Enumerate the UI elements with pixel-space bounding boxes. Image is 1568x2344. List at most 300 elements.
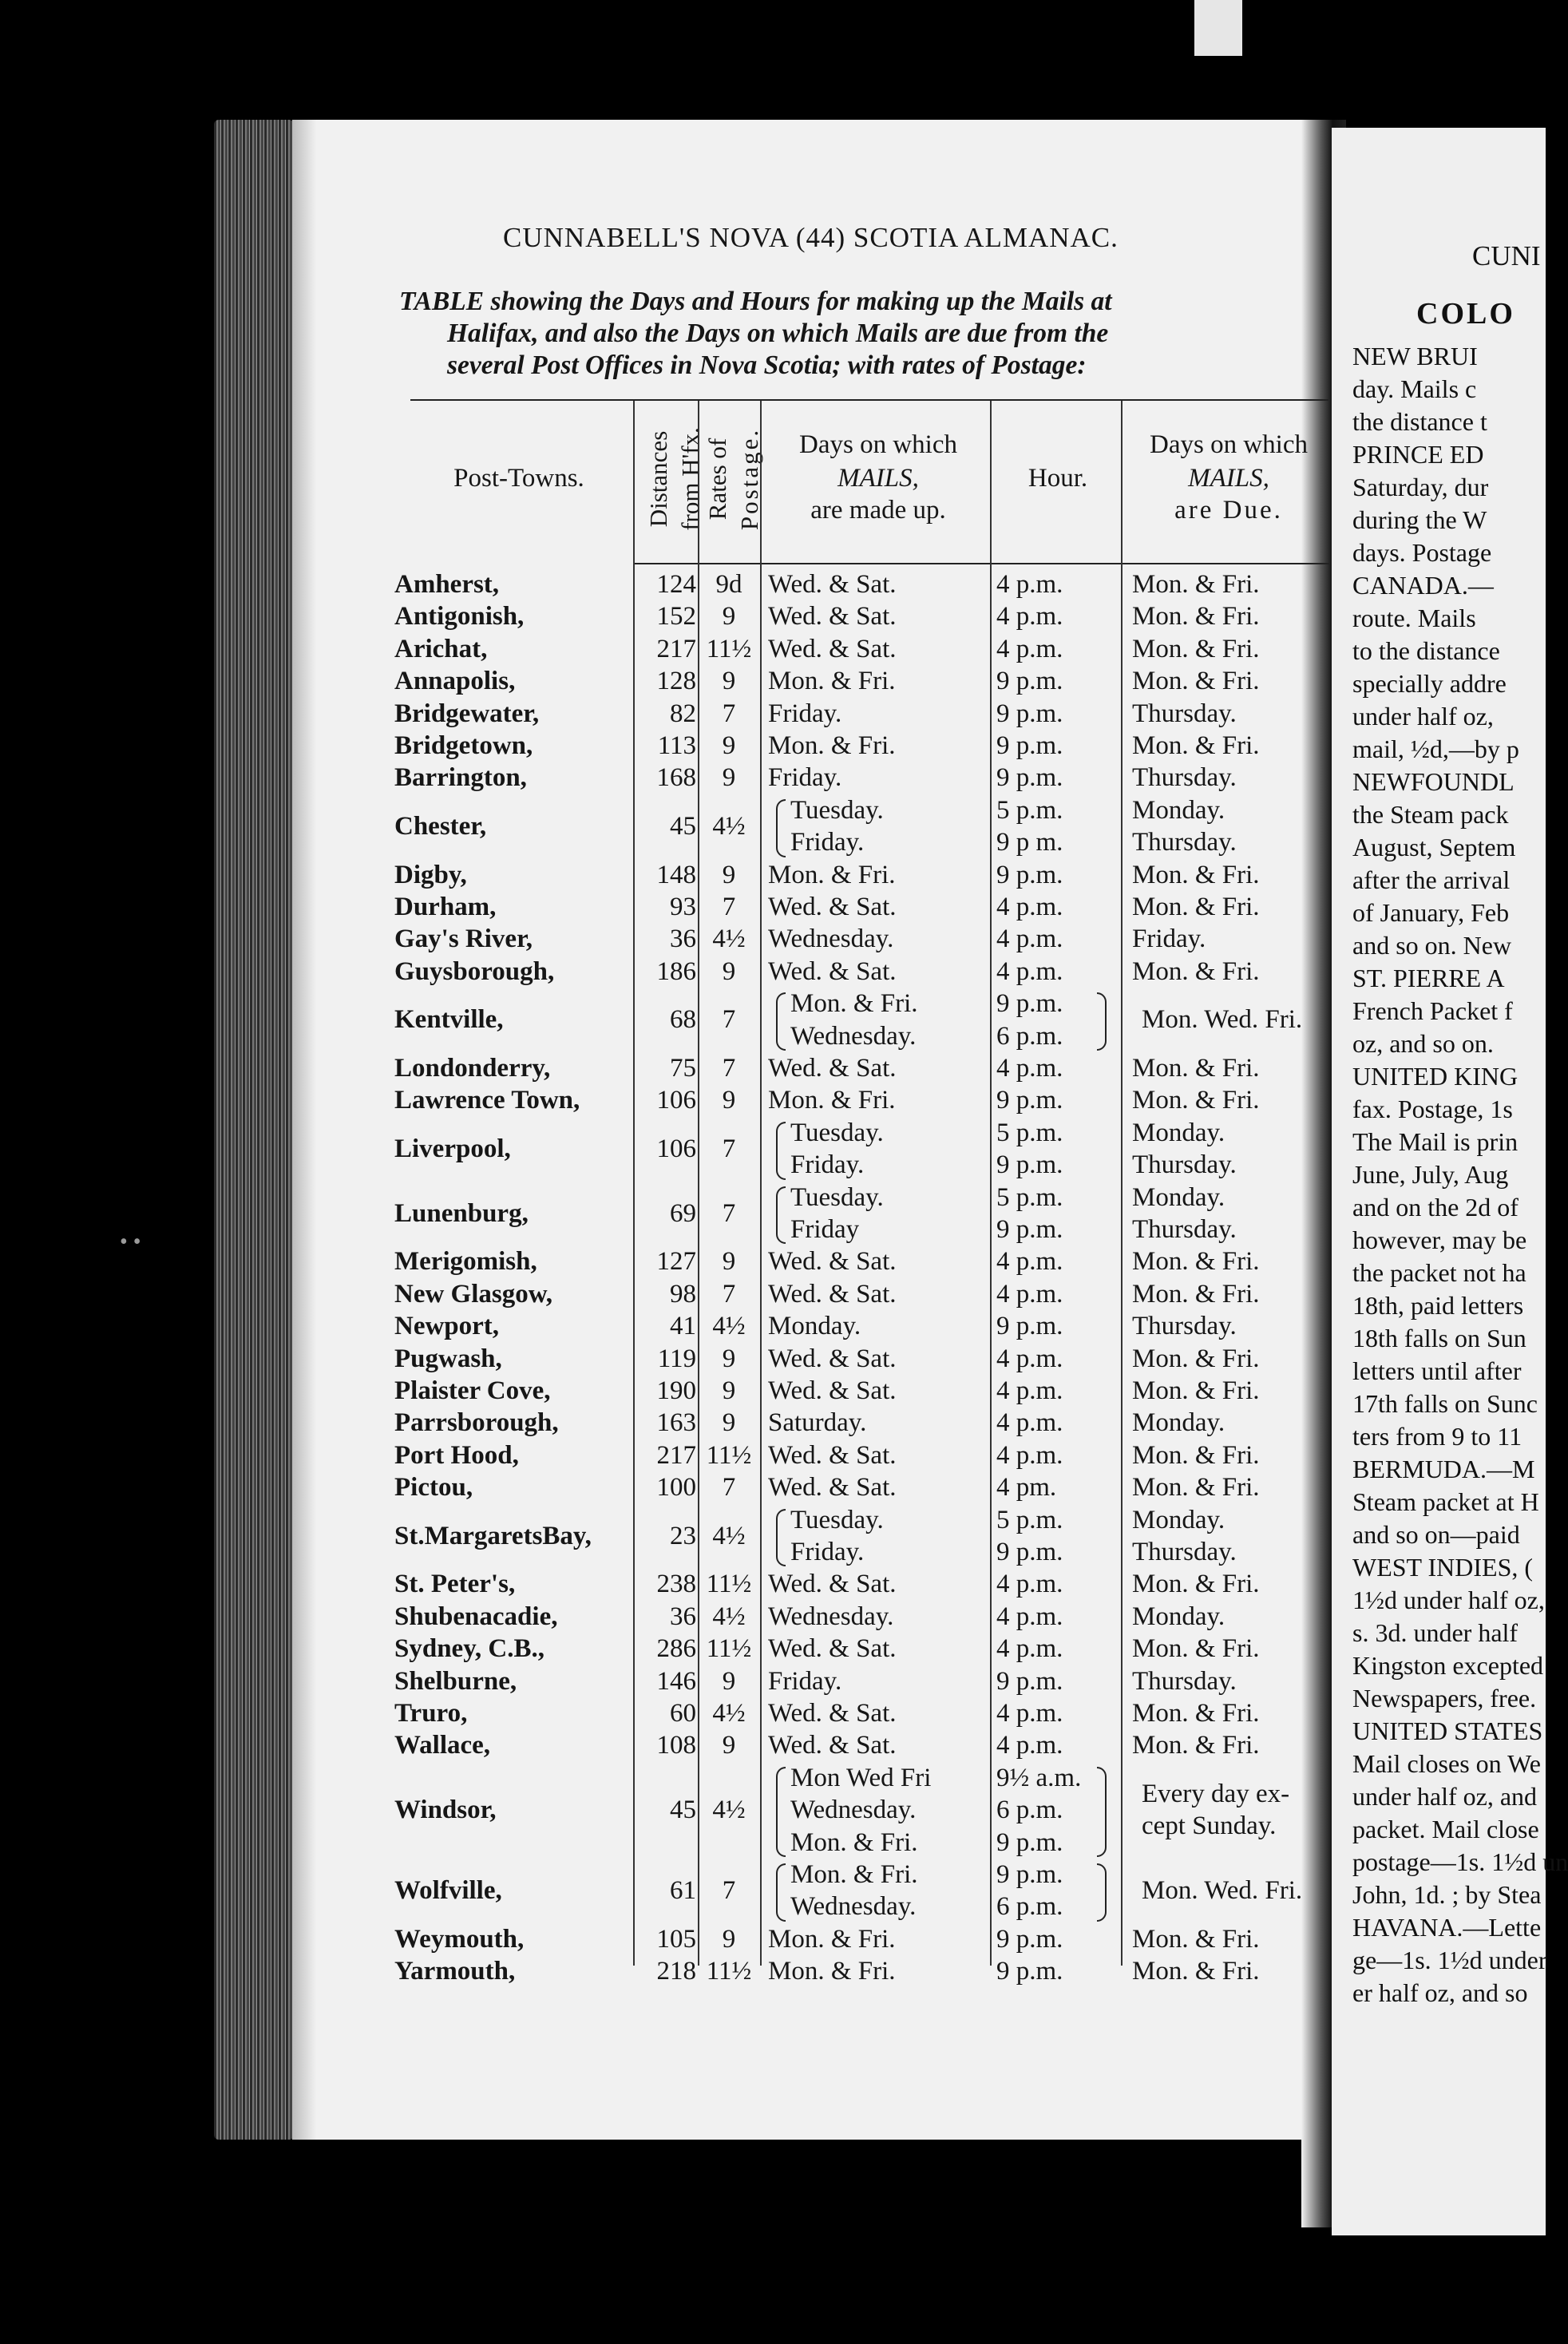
mail-hour: 4 pm. xyxy=(996,1473,1057,1503)
mail-hour: 9 p.m. xyxy=(996,1666,1063,1696)
mail-made-day: Wed. & Sat. xyxy=(768,1473,897,1503)
right-page-line: postage—1s. 1½d un xyxy=(1352,1847,1568,1876)
postage-rate: 9 xyxy=(722,1731,736,1760)
town-name: Plaister Cove, xyxy=(394,1376,551,1405)
mail-made-day: Wednesday. xyxy=(790,1021,917,1051)
right-page-line: John, 1d. ; by Stea xyxy=(1352,1880,1542,1909)
column-divider xyxy=(698,401,699,1966)
mail-hour: 5 p.m. xyxy=(996,1118,1063,1147)
brace xyxy=(776,1509,786,1567)
right-page-line: s. 3d. under half xyxy=(1352,1618,1519,1647)
mail-made-day: Wed. & Sat. xyxy=(768,1247,897,1277)
town-name: Parrsborough, xyxy=(394,1408,559,1438)
mail-hour: 9 p m. xyxy=(996,828,1063,857)
town-name: Yarmouth, xyxy=(394,1957,516,1986)
brace xyxy=(776,1767,786,1857)
town-name: Shubenacadie, xyxy=(394,1602,558,1631)
right-page-line: WEST INDIES, ( xyxy=(1352,1553,1534,1582)
mail-hour: 9 p.m. xyxy=(996,1086,1063,1115)
mail-hour: 9 p.m. xyxy=(996,1150,1063,1180)
postage-rate: 4½ xyxy=(712,925,746,954)
right-page-line: 18th, paid letters xyxy=(1352,1291,1524,1320)
right-page-line: of January, Feb xyxy=(1352,898,1510,927)
mail-due-day: Mon. & Fri. xyxy=(1132,1440,1260,1470)
mail-made-day: Tuesday. xyxy=(790,1505,884,1534)
page-stack-edge xyxy=(214,120,294,2140)
mail-made-day: Wed. & Sat. xyxy=(768,1279,897,1309)
distance-value: 93 xyxy=(670,893,696,921)
right-page-line: and so on—paid xyxy=(1352,1520,1520,1549)
mail-hour: 9 p.m. xyxy=(996,763,1063,793)
mail-due-day: Mon. & Fri. xyxy=(1132,1634,1260,1664)
brace xyxy=(776,799,786,857)
mail-hour: 5 p.m. xyxy=(996,795,1063,825)
mail-due-day: Mon. & Fri. xyxy=(1132,893,1260,921)
right-page-line: UNITED STATES xyxy=(1352,1716,1543,1745)
postage-rate: 9 xyxy=(722,1247,736,1277)
mail-due-day: Thursday. xyxy=(1132,1214,1237,1244)
mail-made-day: Wednesday. xyxy=(768,1602,894,1631)
right-page-line: er half oz, and so xyxy=(1352,1978,1528,2007)
mail-made-day: Friday. xyxy=(768,763,842,793)
town-name: Digby, xyxy=(394,860,467,889)
distance-value: 61 xyxy=(670,1876,696,1906)
mail-hour: 9 p.m. xyxy=(996,1312,1063,1341)
brace xyxy=(776,1186,786,1245)
town-name: St. Peter's, xyxy=(394,1570,516,1599)
mail-made-day: Mon. & Fri. xyxy=(768,860,896,889)
distance-value: 68 xyxy=(670,1005,696,1035)
mail-due-day: Mon. & Fri. xyxy=(1132,1473,1260,1503)
right-page-line: NEWFOUNDL xyxy=(1352,767,1515,796)
postage-rate: 4½ xyxy=(712,1312,746,1341)
mail-hour: 4 p.m. xyxy=(996,1440,1063,1470)
distance-value: 45 xyxy=(670,811,696,841)
right-page-line: to the distance xyxy=(1352,636,1500,665)
col-header-due-3: are Due. xyxy=(1174,496,1283,525)
table-caption xyxy=(399,286,1333,382)
background-edge xyxy=(1194,0,1242,56)
mail-hour: 9 p.m. xyxy=(996,731,1063,760)
mail-made-day: Friday. xyxy=(790,1150,865,1180)
right-page-line: letters until after xyxy=(1352,1356,1522,1385)
right-page-line: the Steam pack xyxy=(1352,800,1509,829)
mail-made-day: Wed. & Sat. xyxy=(768,956,897,986)
mail-due-day: Mon. & Fri. xyxy=(1132,1731,1260,1760)
mail-due-day: Mon. & Fri. xyxy=(1132,1054,1260,1083)
distance-value: 45 xyxy=(670,1796,696,1825)
distance-value: 218 xyxy=(656,1957,696,1986)
col-header-hour: Hour. xyxy=(1028,464,1088,493)
mail-hour: 6 p.m. xyxy=(996,1892,1063,1922)
column-divider xyxy=(990,401,992,1966)
mail-hour: 4 p.m. xyxy=(996,602,1063,632)
right-page-line: 1½d under half oz, xyxy=(1352,1586,1545,1614)
distance-value: 108 xyxy=(656,1731,696,1760)
postage-rate: 9 xyxy=(722,667,736,696)
caption-line: several Post Offices in Nova Scotia; with rates of Postage: xyxy=(447,350,1087,380)
right-page-line: UNITED KING xyxy=(1352,1062,1519,1091)
distance-value: 98 xyxy=(670,1279,696,1309)
right-page-line: Kingston excepted xyxy=(1352,1651,1544,1680)
town-name: Antigonish, xyxy=(394,602,525,632)
postage-rate: 9 xyxy=(722,956,736,986)
mail-hour: 4 p.m. xyxy=(996,1634,1063,1664)
town-name: Bridgewater, xyxy=(394,699,540,728)
mail-due-day: Monday. xyxy=(1132,1602,1225,1631)
postage-rate: 11½ xyxy=(706,1634,752,1664)
town-name: Barrington, xyxy=(394,763,527,793)
right-page-line: Steam packet at H xyxy=(1352,1487,1539,1516)
column-divider xyxy=(760,401,762,1966)
right-page-text xyxy=(1352,240,1568,2009)
mail-due-day: Mon. & Fri. xyxy=(1132,956,1260,986)
right-page-line: during the W xyxy=(1352,505,1487,534)
distance-value: 105 xyxy=(656,1924,696,1954)
mail-hour: 9 p.m. xyxy=(996,989,1063,1019)
mail-due-day: Thursday. xyxy=(1132,763,1237,793)
mail-made-day: Wed. & Sat. xyxy=(768,1731,897,1760)
postage-rate: 4½ xyxy=(712,811,746,841)
mail-hour: 6 p.m. xyxy=(996,1021,1063,1051)
mail-due-day: Mon. & Fri. xyxy=(1132,602,1260,632)
brace xyxy=(776,1122,786,1180)
mail-due-day: Thursday. xyxy=(1132,1150,1237,1180)
town-name: Wallace, xyxy=(394,1731,491,1760)
column-divider xyxy=(1121,401,1123,1966)
mail-due-day: Monday. xyxy=(1132,1408,1225,1438)
mail-made-day: Mon Wed Fri xyxy=(790,1763,932,1792)
right-page-line: oz, and so on. xyxy=(1352,1029,1494,1058)
mail-made-day: Wed. & Sat. xyxy=(768,1634,897,1664)
mail-hour: 4 p.m. xyxy=(996,1408,1063,1438)
mail-due-day: Mon. & Fri. xyxy=(1132,1376,1260,1405)
town-name: Londonderry, xyxy=(394,1054,551,1083)
mail-hour: 9 p.m. xyxy=(996,1957,1063,1986)
right-page-line: PRINCE ED xyxy=(1352,440,1484,469)
mail-made-day: Wednesday. xyxy=(768,925,894,954)
col-header-rate-2: Postage. xyxy=(735,427,763,531)
mail-made-day: Wed. & Sat. xyxy=(768,1440,897,1470)
distance-value: 146 xyxy=(656,1666,696,1696)
postage-rate: 7 xyxy=(722,1876,736,1906)
mail-due-day: Thursday. xyxy=(1132,1537,1237,1566)
distance-value: 128 xyxy=(656,667,696,696)
town-name: Lawrence Town, xyxy=(394,1086,580,1115)
distance-value: 127 xyxy=(656,1247,696,1277)
right-page-line: the packet not ha xyxy=(1352,1258,1526,1287)
mail-due-day: Thursday. xyxy=(1132,828,1237,857)
mail-made-day: Wed. & Sat. xyxy=(768,1344,897,1373)
caption-line: Halifax, and also the Days on which Mails are due from the xyxy=(447,319,1109,348)
right-page-line: HAVANA.—Lette xyxy=(1352,1913,1542,1942)
postage-rate: 7 xyxy=(722,1005,736,1035)
mail-made-day: Saturday. xyxy=(768,1408,867,1438)
town-name: Chester, xyxy=(394,811,487,841)
mail-made-day: Wednesday. xyxy=(790,1796,917,1825)
distance-value: 163 xyxy=(656,1408,696,1438)
mail-hour: 4 p.m. xyxy=(996,925,1063,954)
mail-made-day: Wednesday. xyxy=(790,1892,917,1922)
distance-value: 152 xyxy=(656,602,696,632)
mail-due-day: Mon. & Fri. xyxy=(1132,1247,1260,1277)
mail-due-day: Mon. & Fri. xyxy=(1132,1344,1260,1373)
right-page-line: Newspapers, free. xyxy=(1352,1684,1537,1712)
mail-made-day: Mon. & Fri. xyxy=(768,731,896,760)
mail-hour: 9 p.m. xyxy=(996,1827,1063,1857)
right-page-line: and so on. New xyxy=(1352,931,1512,960)
postage-rate: 11½ xyxy=(706,1570,752,1599)
town-name: Sydney, C.B., xyxy=(394,1634,544,1664)
mail-hour: 9 p.m. xyxy=(996,667,1063,696)
right-page-line: COLO xyxy=(1416,297,1515,331)
mail-hour: 4 p.m. xyxy=(996,1699,1063,1728)
postage-rate: 11½ xyxy=(706,634,752,663)
distance-value: 148 xyxy=(656,860,696,889)
town-name: Shelburne, xyxy=(394,1666,517,1696)
postage-rate: 9 xyxy=(722,1086,736,1115)
col-header-made-3: are made up. xyxy=(810,496,946,525)
mail-due-day: Mon. Wed. Fri. xyxy=(1142,1005,1303,1035)
right-page-line: ST. PIERRE A xyxy=(1352,964,1505,992)
right-page-line: 18th falls on Sun xyxy=(1352,1324,1526,1352)
mail-made-day: Mon. & Fri. xyxy=(768,1924,896,1954)
mail-made-day: Friday xyxy=(790,1214,860,1244)
right-page-line: route. Mails xyxy=(1352,604,1476,632)
col-header-made-2: MAILS, xyxy=(837,464,919,493)
right-page-line: however, may be xyxy=(1352,1225,1527,1254)
mail-hour: 5 p.m. xyxy=(996,1505,1063,1534)
mail-hour: 9 p.m. xyxy=(996,1537,1063,1566)
mail-hour: 4 p.m. xyxy=(996,1731,1063,1760)
mail-hour: 9 p.m. xyxy=(996,1214,1063,1244)
town-name: Kentville, xyxy=(394,1005,504,1035)
right-page-line: packet. Mail close xyxy=(1352,1815,1539,1843)
town-name: Windsor, xyxy=(394,1796,497,1825)
mail-due-day: Mon. & Fri. xyxy=(1132,1699,1260,1728)
mail-hour: 4 p.m. xyxy=(996,1247,1063,1277)
mail-due-day: Mon. & Fri. xyxy=(1132,1570,1260,1599)
distance-value: 100 xyxy=(656,1473,696,1503)
mail-made-day: Wed. & Sat. xyxy=(768,1699,897,1728)
postage-rate: 7 xyxy=(722,1054,736,1083)
town-name: Annapolis, xyxy=(394,667,516,696)
postage-rate: 11½ xyxy=(706,1440,752,1470)
postage-rate: 11½ xyxy=(706,1957,752,1986)
mail-due-day: Monday. xyxy=(1132,1118,1225,1147)
right-page-line: CANADA.— xyxy=(1352,571,1494,600)
mail-hour: 4 p.m. xyxy=(996,1376,1063,1405)
distance-value: 36 xyxy=(670,1602,696,1631)
postage-rate: 9 xyxy=(722,731,736,760)
brace xyxy=(1097,992,1107,1051)
mail-due-day: Mon. & Fri. xyxy=(1132,634,1260,663)
running-header: CUNNABELL'S NOVA (44) SCOTIA ALMANAC. xyxy=(503,222,1119,253)
postage-rate: 4½ xyxy=(712,1521,746,1550)
col-header-town: Post-Towns. xyxy=(453,464,584,493)
right-page-line: Saturday, dur xyxy=(1352,473,1489,501)
mail-due-day: Monday. xyxy=(1132,1505,1225,1534)
mail-made-day: Wed. & Sat. xyxy=(768,634,897,663)
mail-hour: 4 p.m. xyxy=(996,893,1063,921)
right-page-line: NEW BRUI xyxy=(1352,342,1478,370)
distance-value: 60 xyxy=(670,1699,696,1728)
mail-hour: 9 p.m. xyxy=(996,699,1063,728)
postage-rate: 7 xyxy=(722,1279,736,1309)
distance-value: 113 xyxy=(657,731,696,760)
mail-due-day: Mon. & Fri. xyxy=(1132,570,1260,599)
distance-value: 186 xyxy=(656,956,696,986)
distance-value: 36 xyxy=(670,925,696,954)
mail-made-day: Mon. & Fri. xyxy=(790,989,918,1019)
town-name: Pugwash, xyxy=(394,1344,502,1373)
right-page-line: mail, ½d,—by p xyxy=(1352,734,1519,763)
distance-value: 217 xyxy=(656,634,696,663)
postage-rate: 7 xyxy=(722,893,736,921)
mail-due-day: Mon. & Fri. xyxy=(1132,1279,1260,1309)
right-page-line: August, Septem xyxy=(1352,833,1516,861)
mail-made-day: Wed. & Sat. xyxy=(768,570,897,599)
postage-rate: 7 xyxy=(722,699,736,728)
town-name: Newport, xyxy=(394,1312,500,1341)
page-mark: • • xyxy=(120,1229,141,1254)
right-page-line: after the arrival xyxy=(1352,865,1511,894)
mail-due-day: Thursday. xyxy=(1132,1312,1237,1341)
mail-due-day: Mon. Wed. Fri. xyxy=(1142,1876,1303,1906)
mail-made-day: Wed. & Sat. xyxy=(768,1054,897,1083)
distance-value: 82 xyxy=(670,699,696,728)
header-rule xyxy=(635,563,1329,564)
col-header-distance-1: Distances xyxy=(644,430,672,528)
mail-due-day: Mon. & Fri. xyxy=(1132,731,1260,760)
distance-value: 41 xyxy=(670,1312,696,1341)
mail-made-day: Mon. & Fri. xyxy=(768,667,896,696)
table-top-rule xyxy=(410,399,1328,401)
right-page-line: French Packet f xyxy=(1352,996,1513,1025)
town-name: Pictou, xyxy=(394,1473,473,1503)
postage-rate: 9 xyxy=(722,860,736,889)
brace xyxy=(1097,1863,1107,1922)
column-divider xyxy=(633,401,635,1966)
mail-due-day: Mon. & Fri. xyxy=(1132,1924,1260,1954)
postage-rate: 9 xyxy=(722,602,736,632)
caption-line: TABLE showing the Days and Hours for making up the Mails at xyxy=(399,287,1112,316)
mail-due-day: Mon. & Fri. xyxy=(1132,860,1260,889)
mail-hour: 4 p.m. xyxy=(996,1602,1063,1631)
col-header-made-1: Days on which xyxy=(799,430,957,459)
postage-rate: 7 xyxy=(722,1473,736,1503)
distance-value: 119 xyxy=(657,1344,696,1373)
mail-hour: 5 p.m. xyxy=(996,1182,1063,1212)
town-name: Bridgetown, xyxy=(394,731,533,760)
col-header-distance-2: from H'fx. xyxy=(676,427,704,531)
brace xyxy=(776,992,786,1051)
postage-rate: 9 xyxy=(722,1666,736,1696)
postage-rate: 9 xyxy=(722,763,736,793)
mail-due-day: Every day ex- xyxy=(1142,1779,1290,1808)
distance-value: 168 xyxy=(656,763,696,793)
right-page-line: Mail closes on We xyxy=(1352,1749,1541,1778)
town-name: Amherst, xyxy=(394,570,500,599)
postage-rate: 9 xyxy=(722,1924,736,1954)
postage-rate: 4½ xyxy=(712,1796,746,1825)
distance-value: 124 xyxy=(656,570,696,599)
mail-made-day: Tuesday. xyxy=(790,795,884,825)
col-header-due-1: Days on which xyxy=(1150,430,1308,459)
mail-hour: 4 p.m. xyxy=(996,1570,1063,1599)
mail-due-day: Mon. & Fri. xyxy=(1132,1086,1260,1115)
mail-made-day: Monday. xyxy=(768,1312,861,1341)
distance-value: 190 xyxy=(656,1376,696,1405)
right-page-line: The Mail is prin xyxy=(1352,1127,1519,1156)
mail-made-day: Mon. & Fri. xyxy=(790,1827,918,1857)
town-name: Weymouth, xyxy=(394,1924,525,1954)
town-name: Port Hood, xyxy=(394,1440,519,1470)
mail-hour: 4 p.m. xyxy=(996,1344,1063,1373)
distance-value: 217 xyxy=(656,1440,696,1470)
mail-made-day: Friday. xyxy=(768,1666,842,1696)
town-name: Gay's River, xyxy=(394,925,533,954)
right-page-line: ge—1s. 1½d under xyxy=(1352,1946,1547,1974)
mail-made-day: Mon. & Fri. xyxy=(768,1957,896,1986)
mail-hour: 9 p.m. xyxy=(996,1860,1063,1889)
mail-due-day: cept Sunday. xyxy=(1142,1811,1277,1841)
mail-due-day: Thursday. xyxy=(1132,699,1237,728)
distance-value: 69 xyxy=(670,1198,696,1228)
right-page-line: BERMUDA.—M xyxy=(1352,1455,1535,1483)
mail-hour: 4 p.m. xyxy=(996,1054,1063,1083)
mail-made-day: Tuesday. xyxy=(790,1118,884,1147)
right-page-line: and on the 2d of xyxy=(1352,1193,1519,1221)
mail-hour: 4 p.m. xyxy=(996,956,1063,986)
mail-made-day: Wed. & Sat. xyxy=(768,893,897,921)
right-page-line: under half oz, xyxy=(1352,702,1494,731)
town-name: Wolfville, xyxy=(394,1876,502,1906)
distance-value: 23 xyxy=(670,1521,696,1550)
town-name: Durham, xyxy=(394,893,497,921)
mail-made-day: Wed. & Sat. xyxy=(768,602,897,632)
mail-made-day: Mon. & Fri. xyxy=(790,1860,918,1889)
right-page-line: day. Mails c xyxy=(1352,374,1477,403)
mail-hour: 9 p.m. xyxy=(996,860,1063,889)
mail-hour: 6 p.m. xyxy=(996,1796,1063,1825)
postage-rate: 7 xyxy=(722,1134,736,1163)
postage-rate: 9d xyxy=(715,570,742,599)
right-page-line: specially addre xyxy=(1352,669,1507,698)
postage-rate: 4½ xyxy=(712,1699,746,1728)
mail-made-day: Friday. xyxy=(790,1537,865,1566)
mail-made-day: Tuesday. xyxy=(790,1182,884,1212)
distance-value: 286 xyxy=(656,1634,696,1664)
postage-rate: 9 xyxy=(722,1344,736,1373)
brace xyxy=(1097,1767,1107,1857)
town-name: Lunenburg, xyxy=(394,1198,529,1228)
right-page-line: ters from 9 to 11 xyxy=(1352,1422,1522,1451)
right-page-line: fax. Postage, 1s xyxy=(1352,1095,1513,1123)
town-name: Truro, xyxy=(394,1699,468,1728)
postage-rate: 7 xyxy=(722,1198,736,1228)
mail-hour: 4 p.m. xyxy=(996,1279,1063,1309)
distance-value: 106 xyxy=(656,1086,696,1115)
right-page-line: June, July, Aug xyxy=(1352,1160,1509,1189)
mail-made-day: Wed. & Sat. xyxy=(768,1570,897,1599)
mail-due-day: Thursday. xyxy=(1132,1666,1237,1696)
mail-made-day: Mon. & Fri. xyxy=(768,1086,896,1115)
brace xyxy=(776,1863,786,1922)
town-name: New Glasgow, xyxy=(394,1279,552,1309)
postage-rate: 4½ xyxy=(712,1602,746,1631)
distance-value: 106 xyxy=(656,1134,696,1163)
